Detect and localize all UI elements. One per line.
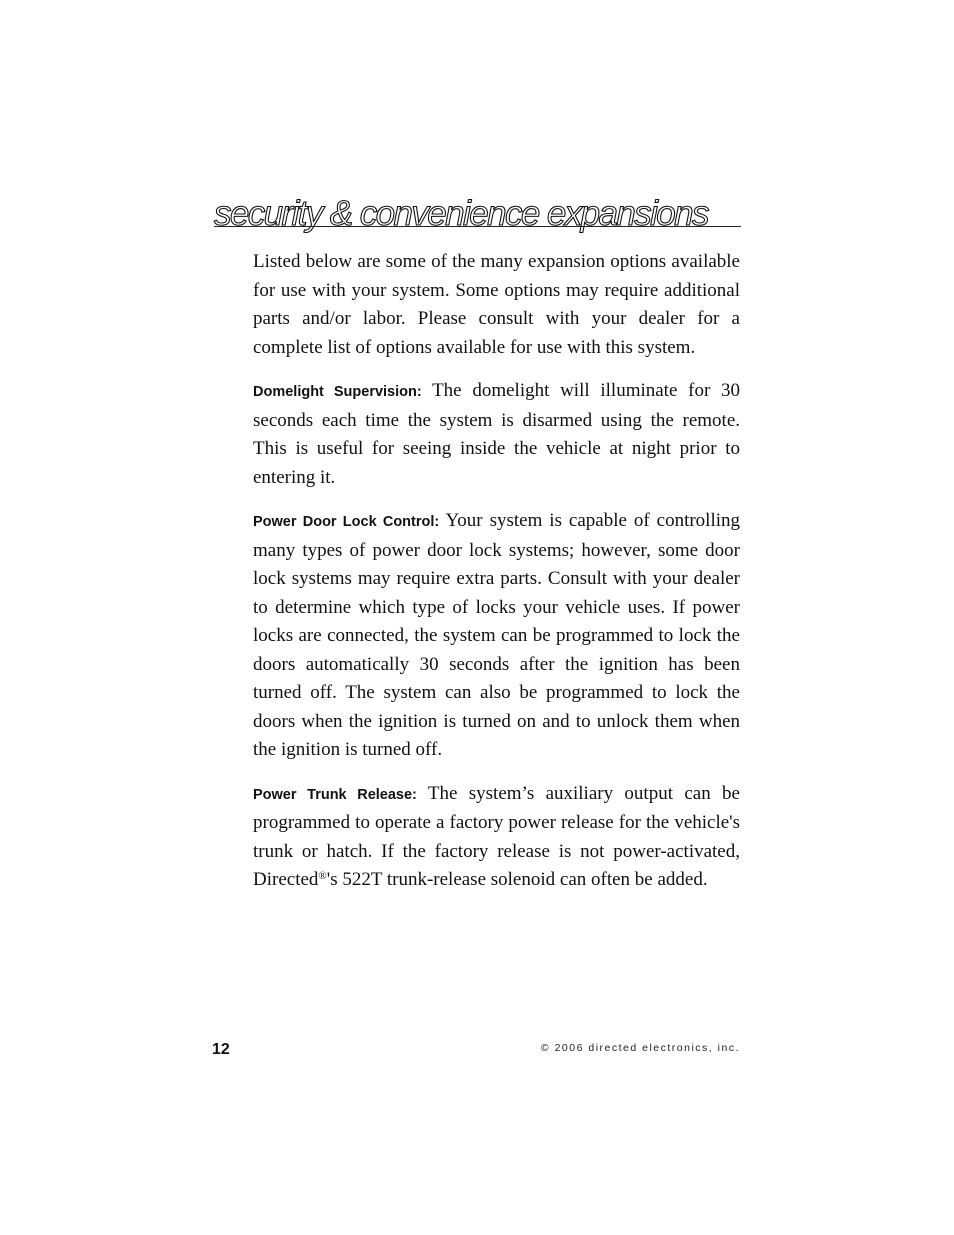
option-domelight-supervision (253, 377, 740, 492)
page-title: security & convenience expansions (214, 194, 708, 233)
body-text (253, 248, 740, 910)
option-text-continued: 's 522T trunk-release solenoid can often be added. (326, 869, 708, 890)
option-heading: Power Trunk Release: (253, 786, 417, 803)
page-number: 12 (212, 1041, 230, 1058)
option-text: The system’s auxiliary output can be programmed to operate a factory power release for the vehicle's trunk or hatch. If the factory release is not power-activated, Directed (253, 782, 740, 890)
intro-paragraph: Listed below are some of the many expansion options available for use with your system. Some options may require additional parts and/or labor. Please consult with your dealer for a complete list of options available for use with this system. (253, 251, 740, 358)
option-heading: Power Door Lock Control: (253, 514, 440, 530)
registered-trademark-mark: ® (318, 870, 327, 882)
option-text: Your system is capable of controlling many types of power door lock systems; however, some door lock systems may require extra parts. Consult with your dealer to determine which type of locks your vehicle uses. If power locks are connected, the system can be programmed to lock the doors automatically 30 seconds after the ignition has been turned off. The system can also be programmed to lock the doors when the ignition is turned on and to unlock them when the ignition is turned off. (253, 510, 741, 760)
option-heading: Domelight Supervision: (253, 384, 422, 400)
option-power-trunk-release (253, 780, 740, 895)
title-underline (214, 226, 741, 227)
option-power-door-lock-control (253, 507, 740, 765)
option-text: The domelight will illuminate for 30 seconds each time the system is disarmed using the remote. This is useful for seeing inside the vehicle at night prior to entering it. (253, 380, 740, 488)
copyright-notice: © 2006 directed electronics, inc. (540, 1042, 740, 1054)
